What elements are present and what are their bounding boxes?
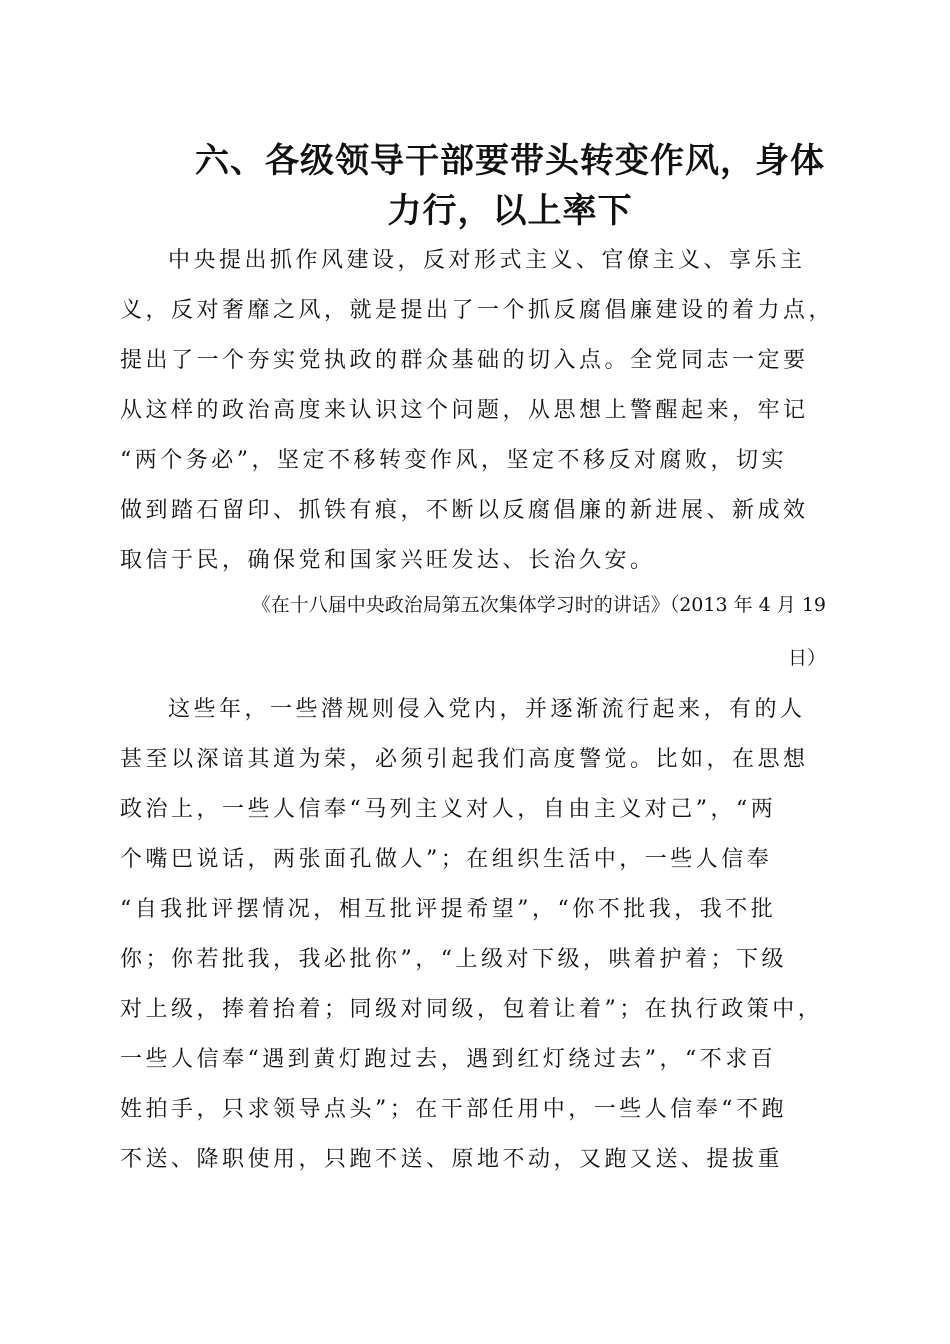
paragraph-line: 取信于民，确保党和国家兴旺发达、长治久安。 [120, 548, 656, 573]
paragraph-line: 这些年，一些潜规则侵入党内，并逐渐流行起来，有的人 [168, 697, 806, 722]
section-heading-line-1: 六、各级领导干部要带头转变作风，身体 [195, 141, 825, 181]
paragraph-line: 姓拍手，只求领导点头”；在干部任用中，一些人信奉“不跑 [120, 1097, 787, 1122]
paragraph-2 [120, 685, 842, 1185]
paragraph-line: 从这样的政治高度来认识这个问题，从思想上警醒起来，牢记 [120, 398, 809, 423]
paragraph-line: 义，反对奢靡之风，就是提出了一个抓反腐倡廉建设的着力点， [120, 298, 835, 323]
paragraph-line: 做到踏石留印、抓铁有痕，不断以反腐倡廉的新进展、新成效 [120, 498, 809, 523]
paragraph-1 [120, 236, 842, 586]
section-heading-line-2: 力行，以上率下 [387, 191, 633, 231]
paragraph-line: 你；你若批我，我必批你”，“上级对下级，哄着护着；下级 [120, 947, 787, 972]
paragraph-line: “两个务必”，坚定不移转变作风，坚定不移反对腐败，切实 [120, 448, 787, 473]
source-citation-date: 日） [787, 647, 826, 669]
paragraph-line: 一些人信奉“遇到黄灯跑过去，遇到红灯绕过去”，“不求百 [120, 1047, 777, 1072]
paragraph-line: “自我批评摆情况，相互批评提希望”，“你不批我，我不批 [120, 897, 777, 922]
source-citation: 《在十八届中央政治局第五次集体学习时的讲话》（2013 年 4 月 19 [251, 594, 826, 616]
paragraph-line: 个嘴巴说话，两张面孔做人”；在组织生活中，一些人信奉 [120, 847, 773, 872]
paragraph-line: 中央提出抓作风建设，反对形式主义、官僚主义、享乐主 [168, 248, 806, 273]
paragraph-line: 政治上，一些人信奉“马列主义对人，自由主义对己”，“两 [120, 797, 777, 822]
paragraph-line: 不送、降职使用，只跑不送、原地不动，又跑又送、提拔重 [120, 1147, 784, 1172]
paragraph-line: 提出了一个夯实党执政的群众基础的切入点。全党同志一定要 [120, 348, 809, 373]
paragraph-line: 甚至以深谙其道为荣，必须引起我们高度警觉。比如，在思想 [120, 747, 809, 772]
paragraph-line: 对上级，捧着抬着；同级对同级，包着让着”；在执行政策中， [120, 997, 824, 1022]
